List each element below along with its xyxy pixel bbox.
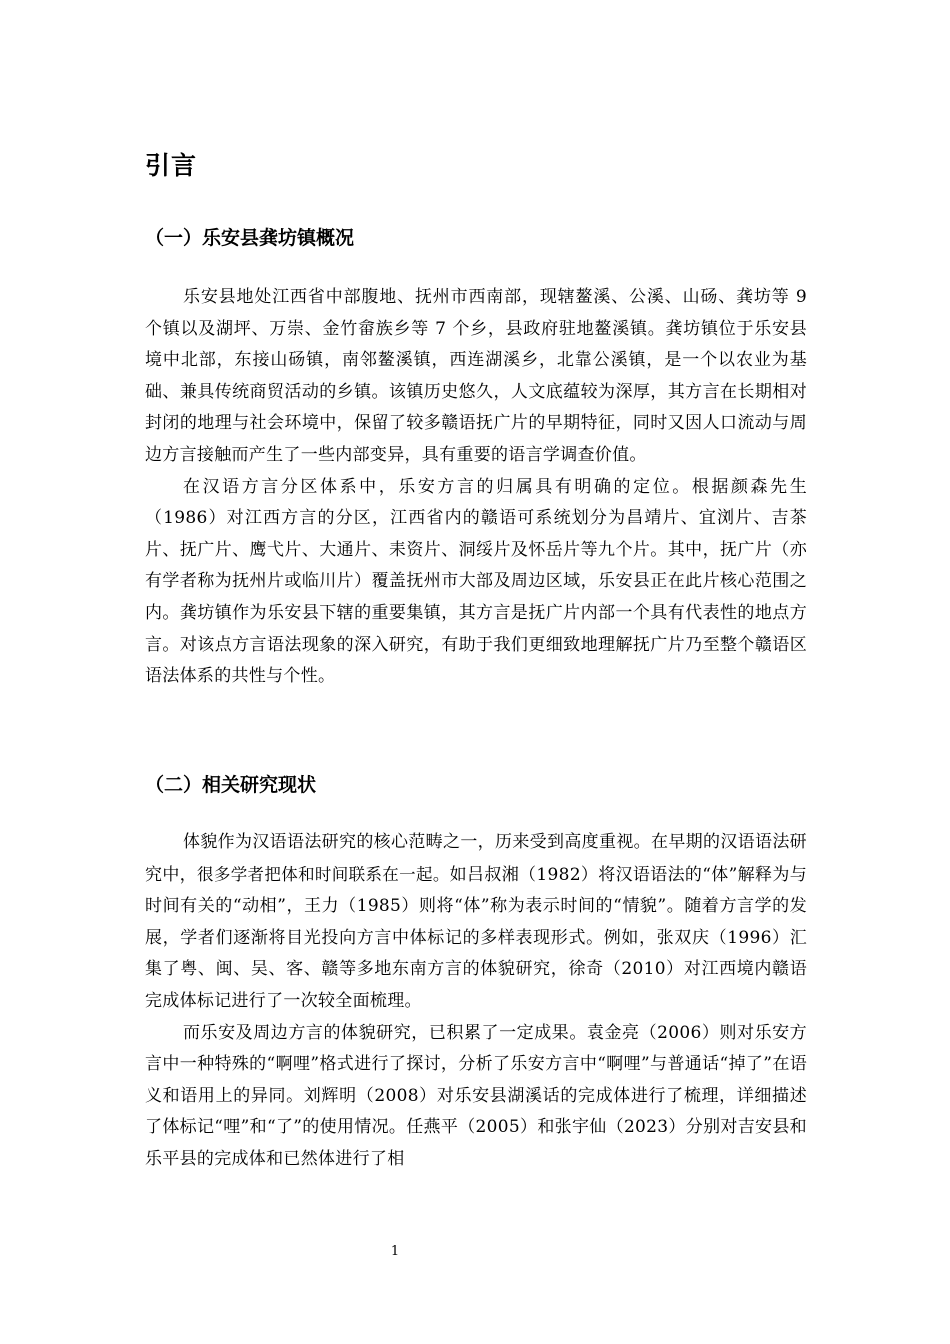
section-heading-overview: （一）乐安县龚坊镇概况 bbox=[145, 227, 355, 249]
paragraph: 乐安县地处江西省中部腹地、抚州市西南部，现辖鳌溪、公溪、山砀、龚坊等 9 个镇以及湖坪、万崇、金竹畲族乡等 7 个乡，县政府驻地鳌溪镇。龚坊镇位于乐安县境中北部，东接山砀镇，南邻鳌溪镇，西连湖溪乡，北靠公溪镇，是一个以农业为基础、兼具传统商贸活动的乡镇。该镇历史悠久，人文底蕴较为深厚，其方言在长期相对封闭的地理与社会环境中，保留了较多赣语抚广片的早期特征，同时又因人口流动与周边方言接触而产生了一些内部变异，具有重要的语言学调查价值。 bbox=[145, 287, 807, 465]
paragraph-text: 如吕叔湘（1982）将汉语语法的“体”解释为与时间有关的“动相”，王力（1985）则将“体”称为表示时间的“情貌”。随着方言学的发展，学者们逐渐将目光投向方言中体标记的多样表现形式。例如，张双庆（1996）汇集了粤、闽、吴、客、赣等多地东南方言的体貌研究，徐奇（2010）对江西境内赣语完成体标记进行了一次较全面梳理。 bbox=[145, 864, 808, 1011]
section-body-research-status bbox=[145, 827, 807, 1176]
chapter-title: 引言 bbox=[145, 151, 198, 180]
section-heading-research-status: （二）相关研究现状 bbox=[145, 774, 317, 796]
paragraph bbox=[145, 827, 807, 1018]
emphasized-text: 很多学者把体和时间联系在一起。 bbox=[197, 864, 450, 884]
paragraph-text: 体貌作为汉语语法研究的核心范畴之一，历来受到高度重视。在早期的汉语语法研究中， bbox=[145, 832, 807, 885]
paragraph: 而乐安及周边方言的体貌研究，已积累了一定成果。袁金亮（2006）则对乐安方言中一种特殊的“啊哩”格式进行了探讨，分析了乐安方言中“啊哩”与普通话“掉了”在语义和语用上的异同。刘辉明（2008）对乐安县湖溪话的完成体进行了梳理，详细描述了体标记“哩”和“了”的使用情况。任燕平（2005）和张宇仙（2023）分别对吉安县和乐平县的完成体和已然体进行了相 bbox=[145, 1022, 807, 1169]
section-body-overview bbox=[145, 282, 807, 693]
page-number: 1 bbox=[390, 1244, 400, 1259]
paragraph: 在汉语方言分区体系中，乐安方言的归属具有明确的定位。根据颜森先生（1986）对江西方言的分区，江西省内的赣语可系统划分为昌靖片、宜浏片、吉茶片、抚广片、鹰弋片、大通片、耒资片、洞绥片及怀岳片等九个片。其中，抚广片（亦有学者称为抚州片或临川片）覆盖抚州市大部及周边区域，乐安县正在此片核心范围之内。龚坊镇作为乐安县下辖的重要集镇，其方言是抚广片内部一个具有代表性的地点方言。对该点方言语法现象的深入研究，有助于我们更细致地理解抚广片乃至整个赣语区语法体系的共性与个性。 bbox=[145, 476, 807, 687]
